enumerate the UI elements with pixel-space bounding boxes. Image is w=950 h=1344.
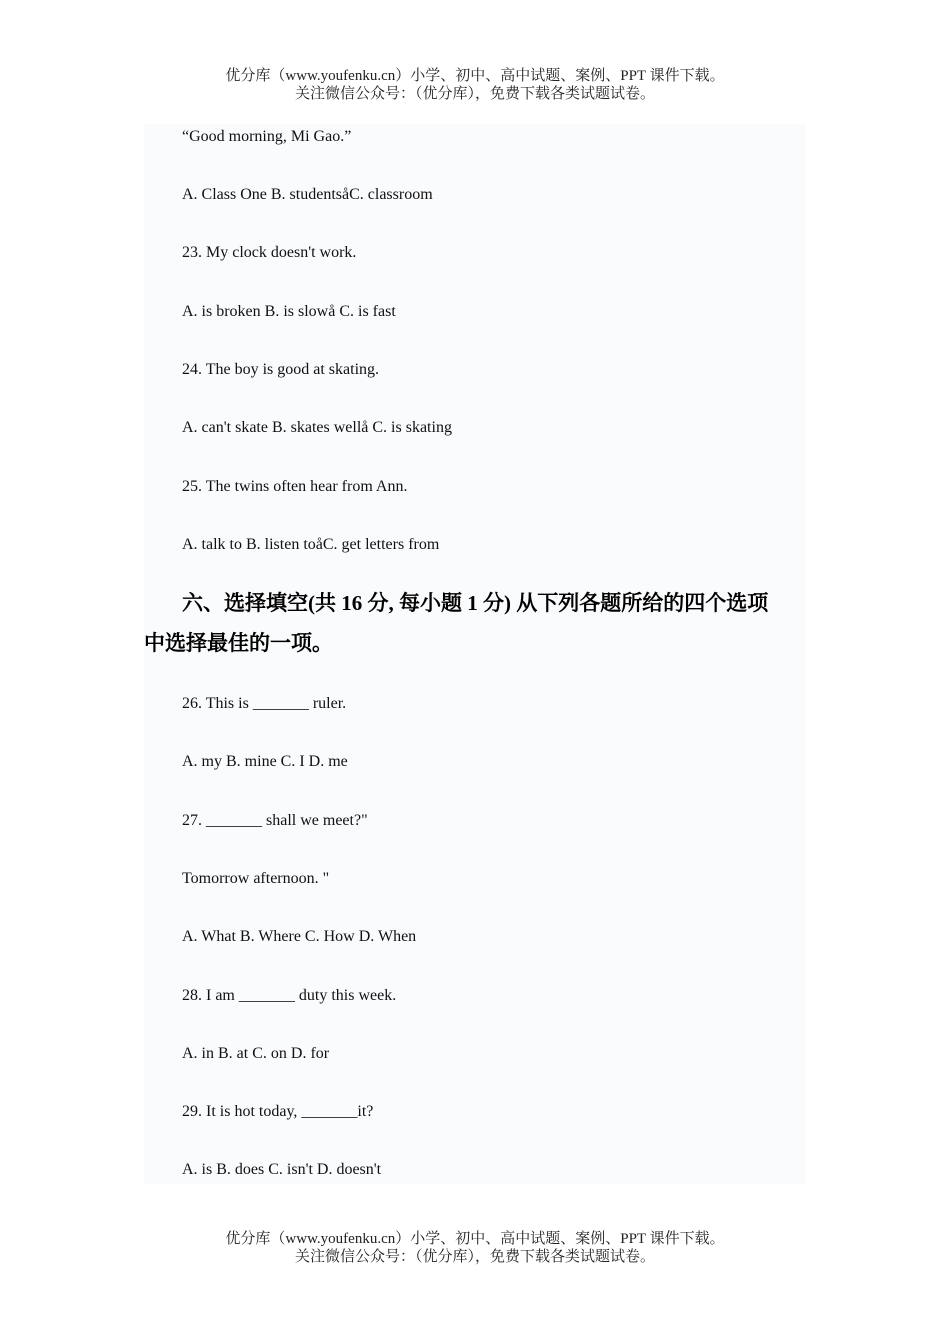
page-footer <box>0 1230 950 1266</box>
question-27: 27. _______ shall we meet?" <box>182 812 368 829</box>
header-line-1: 优分库（www.youfenku.cn）小学、初中、高中试题、案例、PPT 课件下载。 <box>225 68 725 84</box>
question-25: 25. The twins often hear from Ann. <box>182 478 408 495</box>
page-header <box>0 67 950 103</box>
answer-options: A. is B. does C. isn't D. doesn't <box>182 1161 382 1178</box>
answer-options: A. talk to B. listen toåC. get letters from <box>182 536 440 553</box>
answer-options: A. my B. mine C. I D. me <box>182 753 348 770</box>
footer-line-1: 优分库（www.youfenku.cn）小学、初中、高中试题、案例、PPT 课件下载。 <box>225 1231 725 1247</box>
question-26: 26. This is _______ ruler. <box>182 695 347 712</box>
text-line: Tomorrow afternoon. " <box>182 870 330 887</box>
header-line-2: 关注微信公众号：（优分库），免费下载各类试题试卷。 <box>294 86 655 102</box>
question-24: 24. The boy is good at skating. <box>182 361 380 378</box>
section-heading-line-2: 中选择最佳的一项。 <box>144 631 333 655</box>
footer-line-2: 关注微信公众号：（优分库），免费下载各类试题试卷。 <box>294 1249 655 1265</box>
section-heading-line-1: 六、选择填空(共 16 分, 每小题 1 分) 从下列各题所给的四个选项 <box>182 591 769 615</box>
answer-options: A. What B. Where C. How D. When <box>182 928 417 945</box>
question-29: 29. It is hot today, _______it? <box>182 1103 374 1120</box>
section-heading <box>144 583 806 663</box>
document-body <box>144 124 806 1184</box>
answer-options: A. Class One B. studentsåC. classroom <box>182 186 433 203</box>
answer-options: A. is broken B. is slowå C. is fast <box>182 303 396 320</box>
answer-options: A. in B. at C. on D. for <box>182 1045 330 1062</box>
question-23: 23. My clock doesn't work. <box>182 244 357 261</box>
text-line: “Good morning, Mi Gao.” <box>182 128 352 145</box>
question-28: 28. I am _______ duty this week. <box>182 987 397 1004</box>
answer-options: A. can't skate B. skates wellå C. is skating <box>182 419 452 436</box>
